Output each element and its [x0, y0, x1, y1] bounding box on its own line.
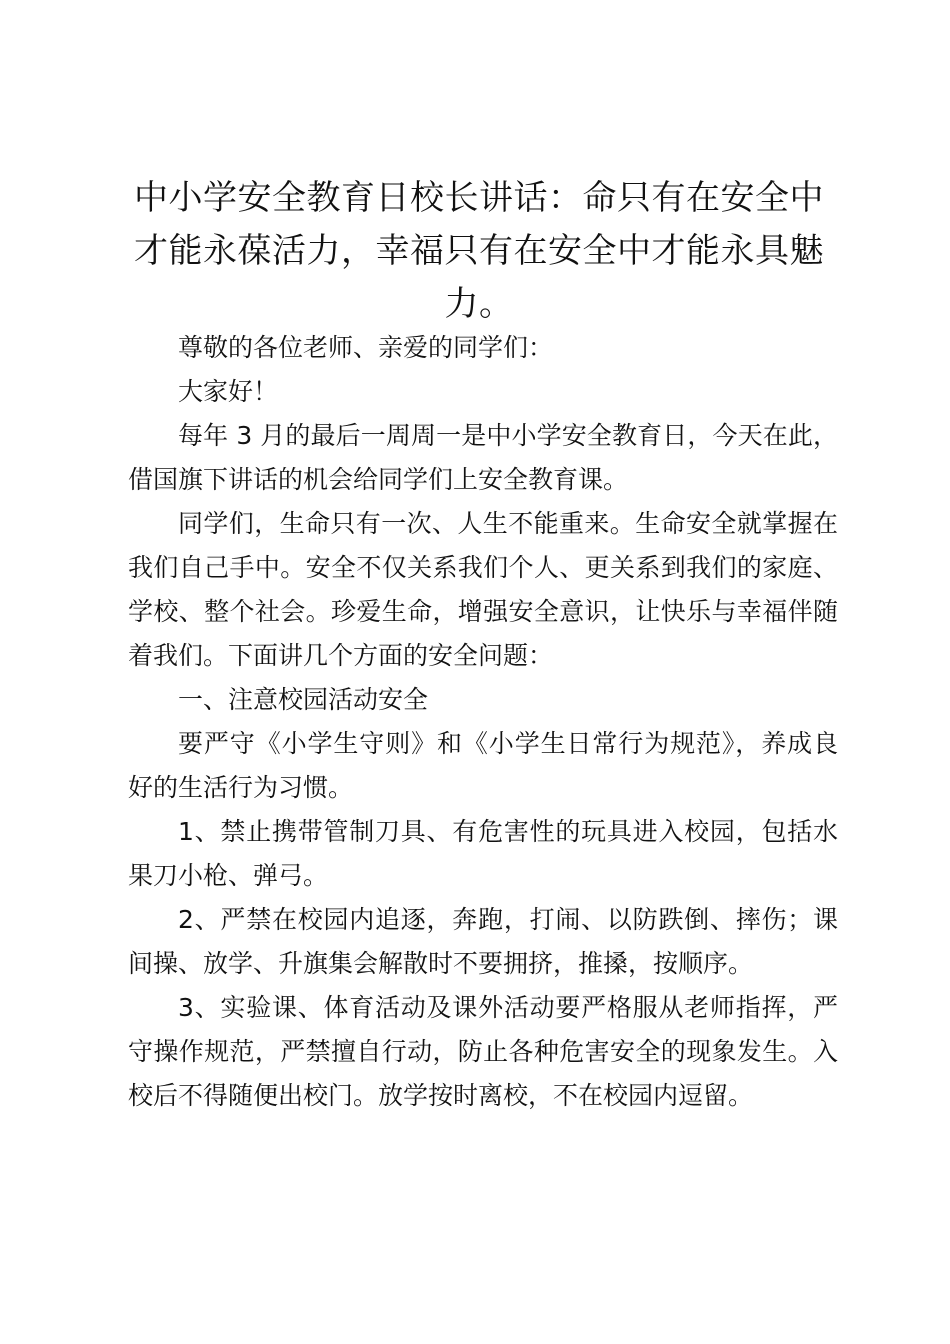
life-safety-paragraph: 同学们，生命只有一次、人生不能重来。生命安全就掌握在我们自己手中。安全不仅关系我们个人、更关系到我们的家庭、学校、整个社会。珍爱生命，增强安全意识，让快乐与幸福伴随着我们。下面讲几个方面的安全问题： [128, 509, 838, 670]
document-title: 中小学安全教育日校长讲话：命只有在安全中才能永葆活力，幸福只有在安全中才能永具魅力。 [134, 178, 824, 324]
intro-paragraph: 每年 3 月的最后一周周一是中小学安全教育日，今天在此，借国旗下讲话的机会给同学们上安全教育课。 [128, 421, 838, 494]
greeting-paragraph: 尊敬的各位老师、亲爱的同学们： [178, 333, 554, 362]
rule-item-1: 1、禁止携带管制刀具、有危害性的玩具进入校园，包括水果刀小枪、弹弓。 [128, 817, 838, 890]
rule-item-3: 3、实验课、体育活动及课外活动要严格服从老师指挥，严守操作规范，严禁擅自行动，防止各种危害安全的现象发生。入校后不得随便出校门。放学按时离校，不在校园内逗留。 [128, 993, 838, 1110]
rules-paragraph: 要严守《小学生守则》和《小学生日常行为规范》，养成良好的生活行为习惯。 [128, 729, 838, 802]
rule-item-2: 2、严禁在校园内追逐，奔跑，打闹、以防跌倒、摔伤；课间操、放学、升旗集会解散时不要拥挤，推搡，按顺序。 [128, 905, 838, 978]
document-body [128, 326, 838, 1118]
section-heading-campus-safety: 一、注意校园活动安全 [178, 685, 429, 714]
hello-paragraph: 大家好！ [178, 377, 279, 406]
